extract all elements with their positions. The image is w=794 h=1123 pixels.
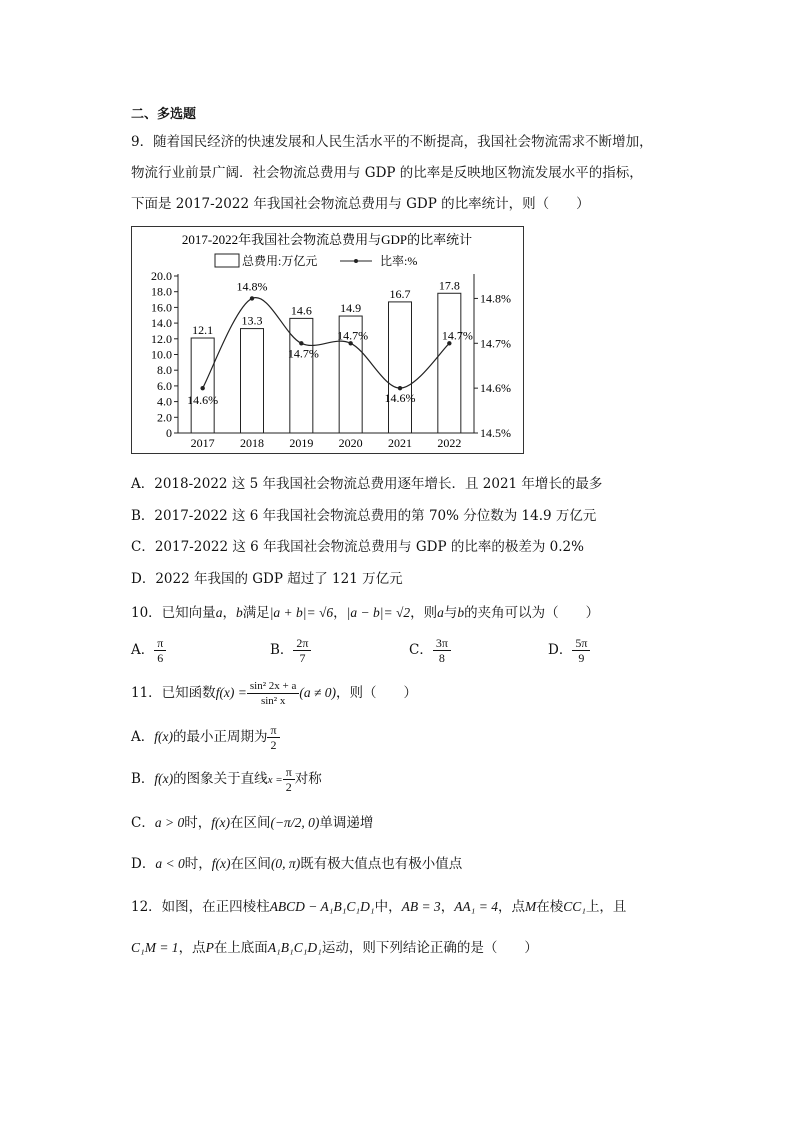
legend-line-marker (354, 259, 358, 263)
chart-svg (132, 227, 523, 453)
q11-stem-post: ，则（ ） (336, 685, 418, 701)
q11-d-cond: a < 0 (155, 856, 185, 871)
q11-a-den: 2 (270, 738, 277, 752)
q11-stem (131, 679, 417, 708)
q11-d-f: f(x) (211, 856, 231, 871)
left-axis-tick-label: 10.0 (151, 347, 172, 362)
left-axis-tick-label: 6.0 (157, 378, 172, 393)
right-axis-tick-label: 14.5% (480, 426, 511, 440)
q11-c-f: f(x) (211, 815, 230, 830)
q12-m: M (524, 899, 537, 914)
bar-2022 (438, 293, 461, 433)
bar-2017 (191, 338, 214, 433)
q11-b-text: 的图象关于直线 (173, 771, 268, 787)
x-tick-label-2020: 2020 (338, 436, 363, 450)
q11-fx: f(x) = (215, 685, 247, 700)
q10-stem-pre: 10．已知向量 (131, 605, 216, 621)
ratio-point-2019 (299, 341, 303, 345)
q10-option-b (270, 636, 311, 665)
q10-option-b-num: 2π (293, 636, 311, 651)
q11-option-d (131, 852, 462, 872)
legend-bar-label: 总费用:万亿元 (242, 254, 318, 268)
ratio-label-2021: 14.6% (384, 391, 416, 406)
q10-option-a-num: π (154, 636, 166, 651)
ratio-point-2018 (250, 296, 254, 300)
q12-line1-m: ，点 (497, 899, 525, 915)
q11-d-mid: 时， (184, 856, 212, 872)
q10-option-a-letter: A． (131, 642, 155, 658)
left-axis-tick-label: 4.0 (157, 394, 172, 409)
ratio-label-2022: 14.7% (441, 328, 473, 343)
q12-line2-end: 运动，则下列结论正确的是（ ） (321, 940, 538, 956)
q11-b-den: 2 (285, 780, 292, 794)
q9-stem-line1: 9．随着国民经济的快速发展和人民生活水平的不断提高，我国社会物流需求不断增加， (131, 134, 653, 150)
q12-line1-pre: 12．如图，在正四棱柱 (131, 899, 270, 915)
q9-option-d: D．2022 年我国的 GDP 超过了 121 万亿元 (131, 571, 403, 587)
left-axis-tick-label: 12.0 (151, 331, 172, 346)
q11-b-pre: B． (131, 771, 155, 787)
q10-option-d (548, 636, 590, 665)
ratio-label-2018: 14.8% (236, 279, 268, 294)
q10-option-a-den: 6 (157, 651, 164, 665)
q12-cc1: CC₁ (563, 899, 586, 914)
q11-c-text: 在区间 (229, 815, 271, 831)
q10-option-b-den: 7 (299, 651, 306, 665)
q10-angle-b: b (457, 605, 465, 620)
q9-option-a: A．2018-2022 这 5 年我国社会物流总费用逐年增长．且 2021 年增长的最多 (131, 476, 603, 492)
q11-a-text: 的最小正周期为 (172, 729, 268, 745)
left-axis-tick-label: 0 (166, 426, 172, 440)
q10-cond1-b: b (296, 605, 303, 620)
q11-cond: (a ≠ 0) (299, 685, 337, 700)
q11-option-b (131, 765, 322, 794)
ratio-point-2021 (398, 386, 402, 390)
q11-d-pre: D． (131, 856, 156, 872)
q12-stem-line2 (131, 936, 538, 956)
x-tick-label-2018: 2018 (240, 436, 264, 450)
left-axis-tick-label: 20.0 (151, 269, 172, 283)
q11-a-pre: A． (131, 729, 155, 745)
q10-option-a (131, 636, 166, 665)
ratio-chart (131, 226, 524, 454)
q11-fraction-den: sin² x (260, 695, 286, 707)
q10-cond2: = √2 (383, 605, 411, 620)
left-axis-tick-label: 18.0 (151, 284, 172, 299)
q11-option-a (131, 723, 280, 752)
q12-p: P (205, 940, 214, 955)
q11-b-f: f(x) (154, 771, 174, 786)
q12-c1m: C₁M = 1 (131, 940, 179, 955)
bar-label-2018: 13.3 (241, 313, 263, 328)
q12-sep: ， (440, 899, 455, 915)
x-tick-label-2017: 2017 (190, 436, 215, 450)
q11-stem-pre: 11．已知函数 (131, 685, 216, 701)
q9-stem-line3: 下面是 2017-2022 年我国社会物流总费用与 GDP 的比率统计，则（ ） (131, 196, 590, 212)
bar-2019 (290, 318, 313, 433)
q10-option-c-den: 8 (438, 651, 445, 665)
q11-c-mid: 时， (184, 815, 212, 831)
q10-option-d-letter: D． (548, 642, 573, 658)
q10-cond1-expr: |a + b| (269, 605, 307, 620)
q11-a-num: π (267, 723, 279, 738)
x-tick-label-2021: 2021 (388, 436, 412, 450)
q10-option-d-den: 9 (578, 651, 585, 665)
q10-option-c-num: 3π (433, 636, 451, 651)
q12-line2-mid: ，点 (178, 940, 206, 956)
q11-c-pre: C． (131, 815, 155, 831)
q10-cond2-a: a (350, 605, 358, 620)
q11-c-cond: a > 0 (154, 815, 185, 830)
q10-angle-a: a (437, 605, 444, 620)
q11-d-interval: (0, π) (270, 856, 301, 871)
left-axis-tick-label: 14.0 (151, 316, 172, 331)
bar-label-2019: 14.6 (290, 303, 312, 318)
q10-option-b-letter: B． (270, 642, 294, 658)
q12-line1-edge: 在棱 (536, 899, 564, 915)
q10-cond1: = √6 (306, 605, 334, 620)
q10-cond1-a: a (273, 605, 281, 620)
q11-b-x: x = (267, 774, 283, 786)
section-title: 二、多选题 (131, 107, 197, 122)
left-axis-tick-label: 2.0 (157, 410, 172, 425)
q9-option-c: C．2017-2022 这 6 年我国社会物流总费用与 GDP 的比率的极差为 0.2% (131, 539, 584, 555)
ratio-line (203, 298, 450, 389)
q12-ab: AB = 3 (401, 899, 441, 914)
q10-option-c (409, 636, 451, 665)
q11-a-f: f(x) (154, 729, 173, 744)
right-axis-tick-label: 14.6% (480, 381, 511, 396)
right-axis-tick-label: 14.8% (480, 291, 511, 306)
q10-cond2-expr: |a − b| (346, 605, 384, 620)
ratio-label-2017: 14.6% (187, 393, 219, 408)
q12-line2-face: 在上底面 (213, 940, 268, 956)
q9-stem-line2: 物流行业前景广阔．社会物流总费用与 GDP 的比率是反映地区物流发展水平的指标， (131, 165, 643, 181)
q11-d-post: 既有极大值点也有极小值点 (300, 856, 463, 872)
ratio-label-2020: 14.7% (337, 328, 369, 343)
q11-fraction-num: sin² 2x + a (247, 679, 299, 694)
right-axis-tick-label: 14.7% (480, 336, 511, 351)
bar-2021 (389, 302, 412, 433)
q12-aa1: AA₁ = 4 (454, 899, 498, 914)
x-tick-label-2022: 2022 (437, 436, 462, 450)
bar-label-2017: 12.1 (192, 323, 214, 338)
ratio-point-2017 (200, 386, 204, 390)
q10-option-d-num: 5π (572, 636, 590, 651)
left-axis-tick-label: 16.0 (151, 300, 172, 315)
bar-2018 (241, 329, 264, 433)
q11-b-num: π (283, 765, 295, 780)
q10-vec-a: a (215, 605, 223, 620)
bar-label-2022: 17.8 (438, 278, 460, 293)
q11-option-c (131, 811, 373, 831)
q11-c-post: 单调递增 (319, 815, 374, 831)
q10-cond2-b: b (373, 605, 380, 620)
q10-stem-mid: 满足 (242, 605, 270, 621)
q12-stem-line1 (131, 895, 626, 915)
q11-d-text: 在区间 (230, 856, 271, 872)
bar-label-2020: 14.9 (340, 301, 362, 316)
q11-b-post: 对称 (294, 771, 322, 787)
left-axis-tick-label: 8.0 (157, 363, 172, 378)
bar-label-2021: 16.7 (389, 286, 411, 301)
q12-face: A₁B₁C₁D₁ (267, 940, 322, 955)
q10-stem-end: 的夹角可以为（ ） (464, 605, 600, 621)
q10-stem-post: ，则 (410, 605, 438, 621)
q10-and: 与 (443, 605, 458, 621)
chart-title: 2017-2022年我国社会物流总费用与GDP的比率统计 (181, 232, 473, 247)
legend-bar-swatch (215, 254, 239, 267)
q10-stem: 10．已知向量a，b满足|a + b|= √6，|a − b|= √2，则a与b的夹角可以为（ ） (131, 605, 600, 621)
x-tick-label-2019: 2019 (289, 436, 314, 450)
q12-line1-end: 上，且 (585, 899, 627, 915)
q10-option-c-letter: C． (409, 642, 433, 658)
q12-line1-mid: 中， (374, 899, 402, 915)
ratio-label-2019: 14.7% (287, 346, 319, 361)
q11-c-interval: (−π/2, 0) (270, 815, 320, 830)
q9-option-b: B．2017-2022 这 6 年我国社会物流总费用的第 70% 分位数为 14.9 万亿元 (131, 508, 597, 524)
legend-line-label: 比率:% (380, 254, 418, 268)
q10-vec-b: b (235, 605, 243, 620)
q12-prism: ABCD − A₁B₁C₁D₁ (269, 899, 375, 914)
